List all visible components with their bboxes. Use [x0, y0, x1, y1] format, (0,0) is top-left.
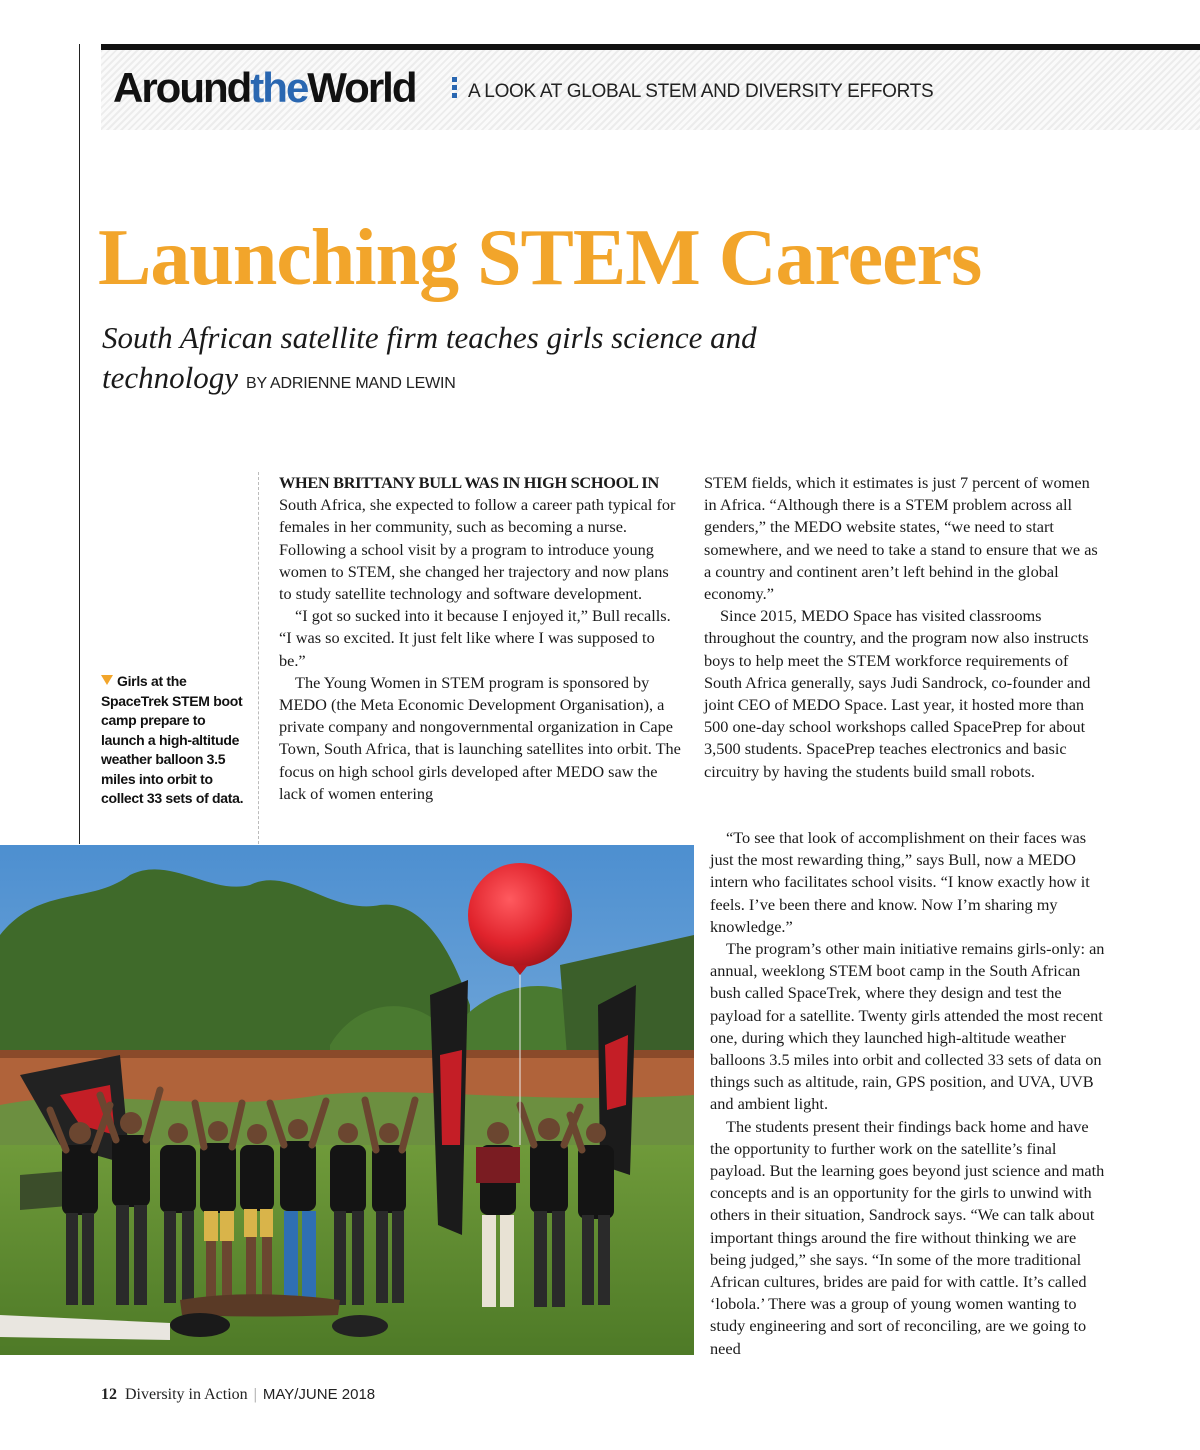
- body-column-3: [710, 827, 1110, 1360]
- logo-world: World: [307, 64, 416, 111]
- body-paragraph: The Young Women in STEM program is sponsored by MEDO (the Meta Economic Development Organisation), a private company and nongovernmental organization in Cape Town, South Africa, that is launching satellites into orbit. The focus on high school girls developed after MEDO saw the lack of women entering: [279, 672, 681, 803]
- lead-in: WHEN BRITTANY BULL WAS IN HIGH SCHOOL IN: [279, 473, 659, 492]
- caption-divider: [258, 472, 259, 844]
- section-tagline: A LOOK AT GLOBAL STEM AND DIVERSITY EFFORTS: [468, 81, 934, 102]
- article-headline: Launching STEM Careers: [98, 214, 982, 302]
- separator-dots-icon: [452, 77, 458, 107]
- issue-date: MAY/JUNE 2018: [262, 1386, 376, 1403]
- body-paragraph: The program’s other main initiative remains girls-only: an annual, weeklong STEM boot camp in the South African bush called SpaceTrek, where they design and test the payload for a satellite. Twenty girls attended the most recent one, during which they launched high-altitude weather balloons 3.5 miles into orbit and collected 33 sets of data on things such as altitude, rain, GPS position, and UVA, UVB and ambient light.: [710, 939, 1105, 1114]
- body-paragraph: Since 2015, MEDO Space has visited classrooms throughout the country, and the program now also instructs boys to help meet the STEM workforce requirements of South Africa generally, says Judi Sandrock, co-founder and joint CEO of MEDO Space. Last year, it hosted more than 500 one-day school workshops called SpacePrep for about 3,500 students. SpacePrep teaches electronics and basic circuitry by having the students build small robots.: [704, 606, 1091, 781]
- body-paragraph: “To see that look of accomplishment on their faces was just the most rewarding thing,” says Bull, now a MEDO intern who facilitates school visits. “I know exactly how it feels. I’ve been there and know. Now I’m sharing my knowledge.”: [710, 828, 1090, 936]
- footer-separator: |: [253, 1386, 257, 1403]
- body-paragraph: STEM fields, which it estimates is just 7 percent of women in Africa. “Although there is a STEM problem across all genders,” the MEDO website states, “we need to start somewhere, and we need to take a stand to ensure that we as a country and continent aren’t left behind in the global economy.”: [704, 473, 1098, 604]
- deck-text: South African satellite firm teaches girls science and technology: [102, 320, 757, 395]
- body-paragraph: “I got so sucked into it because I enjoyed it,” Bull recalls. “I was so excited. It just felt like where I was supposed to be.”: [279, 606, 671, 670]
- caption-text: Girls at the SpaceTrek STEM boot camp prepare to launch a high-altitude weather balloon 3.5 miles into orbit to collect 33 sets of data.: [101, 673, 244, 806]
- page-footer: [101, 1384, 375, 1406]
- publication-name: Diversity in Action: [125, 1386, 248, 1403]
- body-column-2: [704, 472, 1102, 783]
- article-photo: [0, 845, 694, 1355]
- left-rule: [79, 44, 80, 844]
- page-number: 12: [101, 1386, 117, 1403]
- section-logo: [113, 62, 416, 114]
- byline: BY ADRIENNE MAND LEWIN: [246, 375, 456, 392]
- logo-around: Around: [113, 64, 251, 111]
- body-column-1: [279, 472, 681, 805]
- caption-triangle-icon: [101, 675, 113, 685]
- body-paragraph: WHEN BRITTANY BULL WAS IN HIGH SCHOOL IN South Africa, she expected to follow a career path typical for females in her community, such as becoming a nurse. Following a school visit by a program to introduce young women to STEM, she changed her trajectory and now plans to study satellite technology and software development.: [279, 473, 676, 604]
- logo-the: the: [250, 64, 308, 111]
- body-paragraph: The students present their findings back home and have the opportunity to further work on the satellite’s final payload. But the learning goes beyond just science and math concepts and is an opportunity for the girls to unwind with others in their situation, Sandrock says. “We can talk about important things around the fire without thinking we are being judged,” she says. “In some of the more traditional African cultures, brides are paid for with cattle. It’s called ‘lobola.’ There was a group of young women wanting to study engineering and sort of reconciling, are we going to need: [710, 1116, 1105, 1358]
- article-deck: [102, 318, 802, 404]
- photo-caption: [101, 672, 249, 809]
